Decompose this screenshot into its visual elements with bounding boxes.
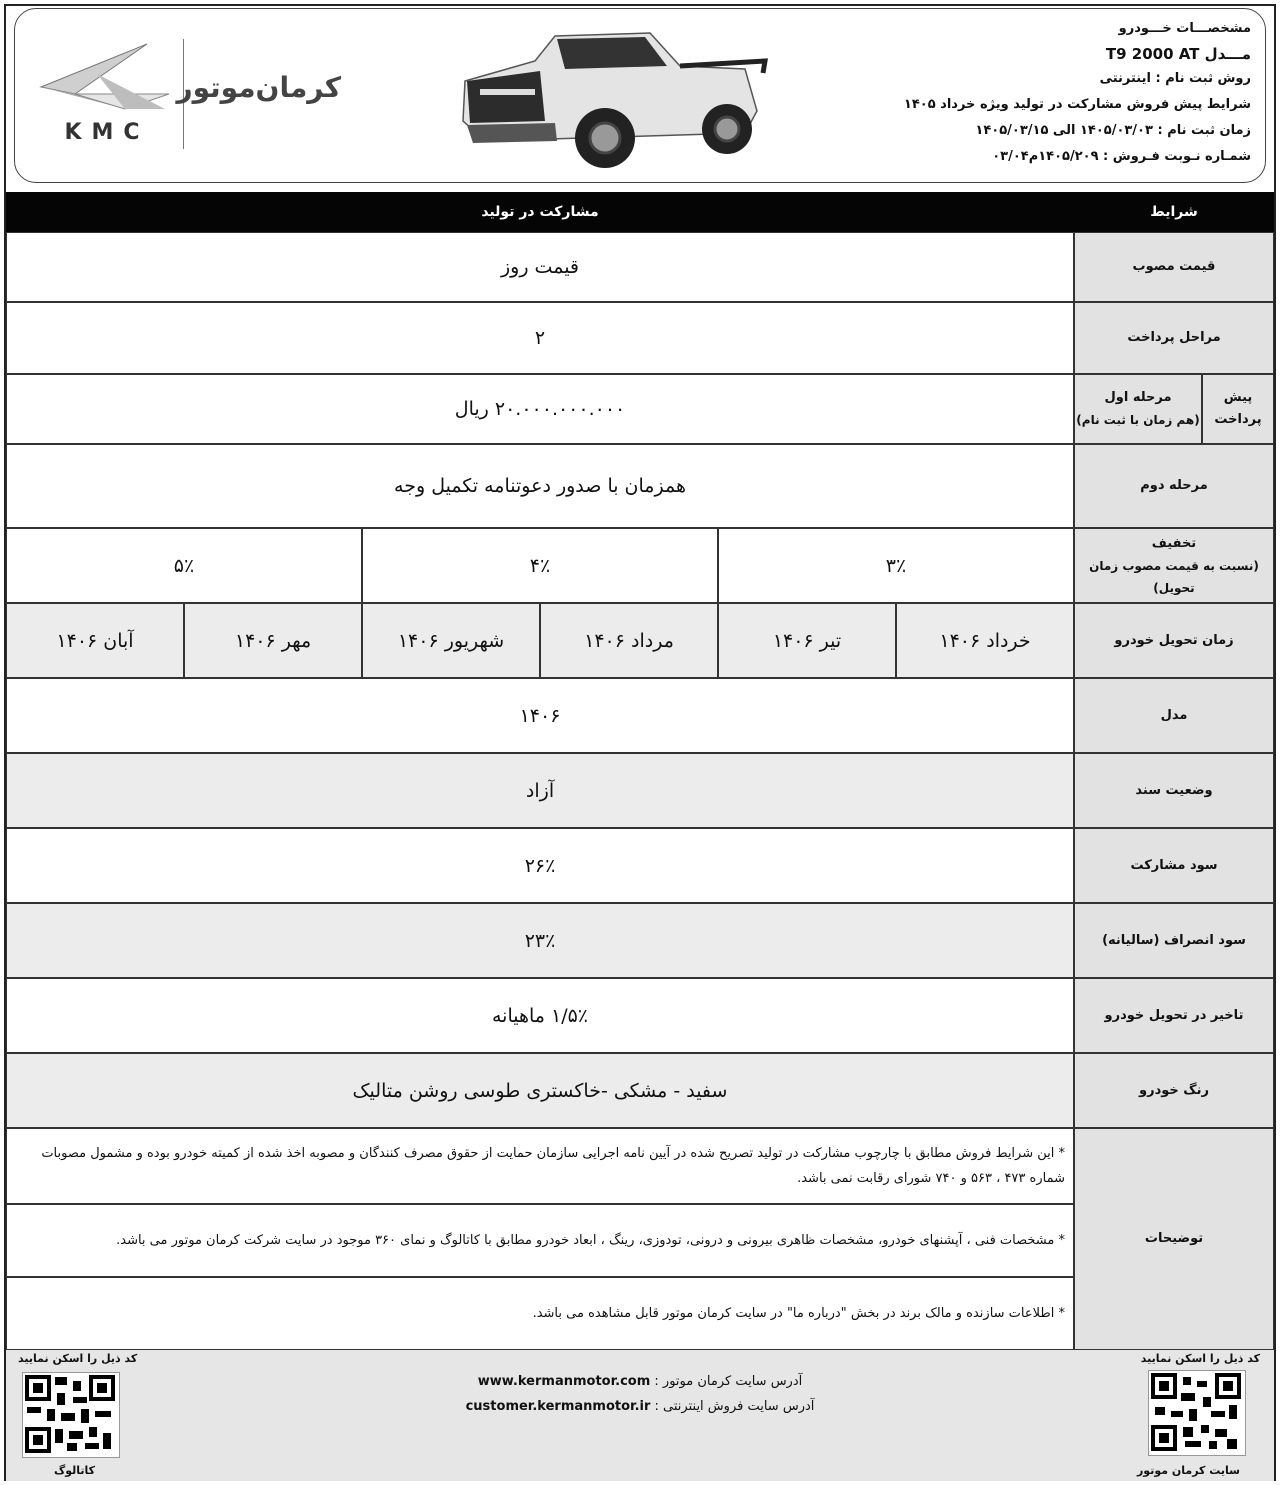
- note-item: [6, 1204, 1074, 1277]
- conditions-line: شرایط پیش فروش مشارکت در تولید ویژه خرداد ۱۴۰۵: [903, 97, 1251, 112]
- qr-code-site[interactable]: [1148, 1370, 1246, 1456]
- note-text: * این شرایط فروش مطابق با چارچوب مشارکت در تولید تصریح شده در آیین نامه اجرایی سازمان حمایت از حقوق مصرف کنندگان و مصوبه اخذ شده از کمیته خودرو بوده و مشمول مصوبات شماره ۴۷۳ ، ۵۶۳ و ۷۴۰ شورای رقابت نمی باشد.: [41, 1146, 1065, 1186]
- color-label: رنگ خودرو: [1074, 1053, 1274, 1128]
- discount-label: تخفیف: [1151, 535, 1197, 551]
- kmc-logo: [37, 39, 177, 149]
- col-header-conditions: شرایط: [1074, 192, 1274, 232]
- first-stage-note: (هم زمان با ثبت نام): [1076, 413, 1200, 427]
- sales-url[interactable]: customer.kermanmotor.ir: [465, 1399, 651, 1414]
- sales-line: [406, 1399, 874, 1423]
- first-stage-label-cell: [1074, 374, 1202, 444]
- discount-cell: ۴٪: [362, 528, 718, 603]
- first-stage-value: ۲۰.۰۰۰.۰۰۰.۰۰۰ ریال: [6, 374, 1074, 444]
- second-stage-value: همزمان با صدور دعوتنامه تکمیل وجه: [6, 444, 1074, 528]
- spec-lines: [903, 21, 1251, 171]
- payment-stages-value: ۲: [6, 302, 1074, 374]
- approved-price-label: قیمت مصوب: [1074, 232, 1274, 302]
- kmc-logo-icon: [37, 39, 177, 149]
- svg-text:KMC: KMC: [64, 120, 150, 145]
- profit-value: ۲۶٪: [6, 828, 1074, 903]
- qr-icon: [23, 1373, 117, 1455]
- qr-code-catalog[interactable]: [22, 1372, 120, 1458]
- col-header-sale-type: [6, 192, 1074, 232]
- scan-text-right: کد ذیل را اسکن نمایید: [1140, 1352, 1260, 1365]
- truck-image: [445, 21, 775, 179]
- delay-value: ۱/۵٪ ماهیانه: [6, 978, 1074, 1053]
- delivery-month-cell: مرداد ۱۴۰۶: [540, 603, 718, 678]
- qr-caption-left: کاتالوگ: [54, 1464, 96, 1477]
- note-item: [6, 1277, 1074, 1350]
- site-label: آدرس سایت کرمان موتور :: [654, 1374, 803, 1389]
- delivery-month-cell: خرداد ۱۴۰۶: [896, 603, 1074, 678]
- prepayment-label: پیش پرداخت: [1202, 374, 1274, 444]
- discount-cell: ۳٪: [718, 528, 1074, 603]
- discount-note: (نسبت به قیمت مصوب زمان تحویل): [1089, 558, 1259, 595]
- conditions-table: [6, 192, 1274, 1350]
- sale-round: شمـاره نـوبت فـروش : ۱۴۰۵/۲۰۹م۰۳/۰۴: [992, 149, 1251, 164]
- note-text: * اطلاعات سازنده و مالک برند در بخش "درباره ما" در سایت کرمان موتور قابل مشاهده می باشد.: [532, 1306, 1065, 1321]
- color-value: سفید - مشکی -خاکستری طوسی روشن متالیک: [6, 1053, 1074, 1128]
- sales-label: آدرس سایت فروش اینترنتی :: [654, 1399, 815, 1414]
- notes-label: توضیحات: [1074, 1128, 1274, 1350]
- qr-icon: [1149, 1371, 1243, 1453]
- brand-name: کرمان‌موتور: [176, 71, 341, 104]
- document-value: آزاد: [6, 753, 1074, 828]
- approved-price-value: قیمت روز: [6, 232, 1074, 302]
- note-text: * مشخصات فنی ، آپشنهای خودرو، مشخصات ظاهری بیرونی و درونی، تودوزی، رینگ ، ابعاد خودرو مطابق با کاتالوگ و نمای ۳۶۰ موجود در سایت شرکت کرمان موتور می باشد.: [116, 1233, 1065, 1248]
- site-url[interactable]: www.kermanmotor.com: [477, 1374, 651, 1389]
- qr-caption-right: سایت کرمان موتور: [1136, 1464, 1240, 1477]
- scan-text-left: کد ذیل را اسکن نمایید: [18, 1352, 138, 1365]
- model-value: ۱۴۰۶: [6, 678, 1074, 753]
- note-item: [6, 1128, 1074, 1204]
- delay-label: تاخیر در تحویل خودرو: [1074, 978, 1274, 1053]
- model-line: مـــدل T9 2000 AT: [1105, 45, 1251, 63]
- discount-cell: ۵٪: [6, 528, 362, 603]
- spec-title: مشخصـــات خـــودرو: [1118, 21, 1251, 36]
- delivery-month-cell: شهریور ۱۴۰۶: [362, 603, 540, 678]
- col-header-sale-type-text: مشارکت در تولید: [481, 204, 599, 220]
- delivery-month-cell: مهر ۱۴۰۶: [184, 603, 362, 678]
- first-stage-label: مرحله اول: [1104, 390, 1172, 405]
- payment-stages-label: مراحل پرداخت: [1074, 302, 1274, 374]
- delivery-month-cell: آبان ۱۴۰۶: [6, 603, 184, 678]
- profit-label: سود مشارکت: [1074, 828, 1274, 903]
- discount-label-cell: [1074, 528, 1274, 603]
- site-line: [406, 1374, 874, 1398]
- footer: [6, 1350, 1274, 1481]
- registration-method: روش ثبت نام : اینترنتی: [1099, 71, 1251, 86]
- delivery-label: زمان تحویل خودرو: [1074, 603, 1274, 678]
- registration-time: زمان ثبت نام : ۱۴۰۵/۰۳/۰۳ الی ۱۴۰۵/۰۳/۱۵: [975, 123, 1251, 138]
- document-label: وضعیت سند: [1074, 753, 1274, 828]
- cancel-value: ۲۳٪: [6, 903, 1074, 978]
- delivery-month-cell: تیر ۱۴۰۶: [718, 603, 896, 678]
- header-card: [14, 8, 1266, 183]
- model-label: مدل: [1074, 678, 1274, 753]
- second-stage-label: مرحله دوم: [1074, 444, 1274, 528]
- cancel-label: سود انصراف (سالیانه): [1074, 903, 1274, 978]
